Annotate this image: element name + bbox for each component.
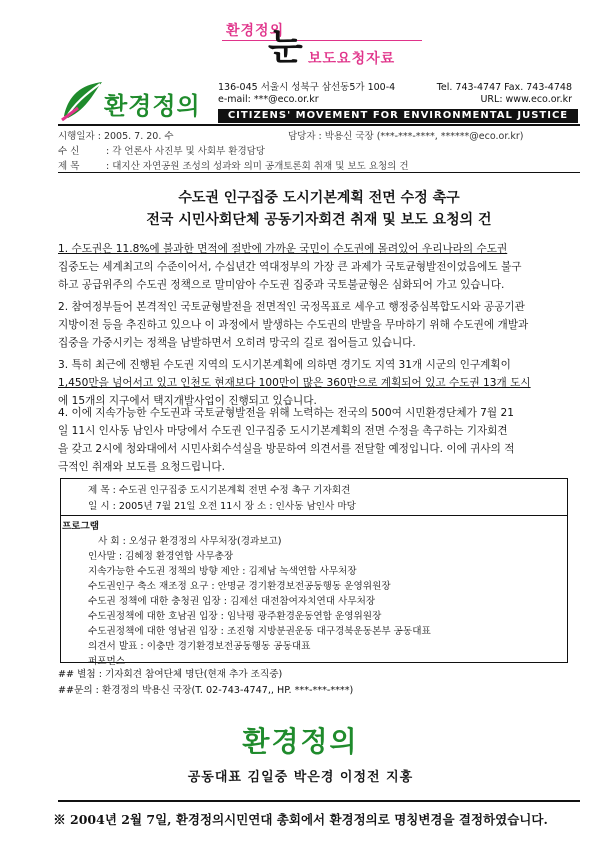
masthead-divider <box>222 40 422 41</box>
leaf-logo-icon <box>60 78 104 122</box>
paragraph-3-line: 에 15개의 지구에서 택지개발사업이 진행되고 있습니다. <box>58 395 317 407</box>
recipient-value: : 각 언론사 사진부 및 사회부 환경담당 <box>106 146 265 157</box>
org-address: 136-045 서울시 성북구 삼선동5가 100-4 <box>218 82 396 93</box>
org-contact-block <box>422 82 572 106</box>
subject-label: 제 목 <box>58 161 80 172</box>
subject-value: : 대지산 자연공원 조성의 성과와 의미 공개토론회 취재 및 보도 요청의 건 <box>106 161 409 172</box>
header-rule <box>58 124 580 126</box>
attachment-note: ## 별첨 : 기자회견 참여단체 명단(현재 추가 조직중) <box>58 669 283 680</box>
event-datetime: 일 시 : 2005년 7월 21일 오전 11시 장 소 : 인사동 남인사 마당 <box>88 501 356 512</box>
title-line-1: 수도권 인구집중 도시기본계획 전면 수정 촉구 <box>178 190 460 206</box>
paragraph-3-line: 1,450만을 넘어서고 있고 인천도 현재보다 100만이 많은 360만으로 계획되어 있고 수도권 13개 도시 <box>58 377 531 389</box>
paragraph-3 <box>58 356 580 410</box>
paragraph-4-line: 일 11시 인사동 남인사 마당에서 수도권 인구집중 도시기본계획의 전면 수정을 촉구하는 기자회견 <box>58 425 508 437</box>
program-item: 수도권정책에 대한 호남권 입장 : 임낙평 광주환경운동연합 운영위원장 <box>88 611 382 622</box>
paragraph-1-line: 1. 수도권은 11.8%에 불과한 면적에 절반에 가까운 국민이 수도권에 몰려있어 우리나라의 수도권 <box>58 243 508 255</box>
footer-note: ※ 2004년 2월 7일, 환경정의시민연대 총회에서 환경정의로 명칭변경을 결정하였습니다. <box>53 812 548 827</box>
paragraph-1 <box>58 240 580 294</box>
signature-org: 환경정의 <box>242 725 359 758</box>
program-item: 퍼포먼스 <box>88 656 126 667</box>
paragraph-4-line: 4. 이에 지속가능한 수도권과 국토균형발전을 위해 노력하는 전국의 500여 시민환경단체가 7월 21 <box>58 407 514 419</box>
signature-representatives: 공동대표 김일중 박은경 이정전 지홍 <box>187 770 414 785</box>
paragraph-1-line: 하고 공급위주의 수도권 정책으로 말미암아 수도권 집중과 국토불균형은 심화되어 가고 있습니다. <box>58 279 505 291</box>
program-item: 수도권 정책에 대한 충청권 입장 : 김제선 대전참여자치연대 사무처장 <box>88 596 376 607</box>
org-email: e-mail: ***@eco.or.kr <box>218 94 319 105</box>
date-line: 시행일자 : 2005. 7. 20. 수 <box>58 131 174 142</box>
program-list <box>88 534 431 669</box>
program-item: 의견서 발표 : 이충만 경기환경보전공동행동 공동대표 <box>88 641 311 652</box>
paragraph-2 <box>58 298 580 352</box>
paragraph-3-line: 3. 특히 최근에 진행된 수도권 지역의 도시기본계획에 의하면 경기도 지역 31개 시군의 인구계획이 <box>58 359 511 371</box>
title-line-2: 전국 시민사회단체 공동기자회견 취재 및 보도 요청의 건 <box>146 212 492 228</box>
paragraph-1-line: 집중도는 세계최고의 수준이어서, 수십년간 역대정부의 가장 큰 과제가 국토균형발전이었음에도 불구 <box>58 261 522 273</box>
paragraph-4 <box>58 404 580 476</box>
masthead-center-char: 눈 <box>268 27 303 68</box>
manager-line: 담당자 : 박용신 국장 (***-***-****, ******@eco.or.kr) <box>288 131 524 142</box>
program-item: 사 회 : 오성규 환경정의 사무처장(경과보고) <box>98 536 282 547</box>
info-rule <box>58 172 580 173</box>
paragraph-4-line: 극적인 취재와 보도를 요청드립니다. <box>58 461 225 473</box>
footer-rule <box>58 800 580 802</box>
masthead-bottom: 보도요청자료 <box>308 51 396 67</box>
org-logo-text: 환경정의 <box>104 92 201 120</box>
paragraph-4-line: 을 갖고 2시에 청와대에서 시민사회수석실을 방문하여 의견서를 전달할 예정입니다. 이에 귀사의 적 <box>58 443 515 455</box>
program-item: 수도권인구 축소 재조정 요구 : 안명균 경기환경보전공동행동 운영위원장 <box>88 581 391 592</box>
program-item: 지속가능한 수도권 정책의 방향 제안 : 김제남 녹색연합 사무처장 <box>88 566 357 577</box>
event-subject: 제 목 : 수도권 인구집중 도시기본계획 전면 수정 촉구 기자회견 <box>88 485 351 496</box>
program-item: 인사말 : 김혜정 환경연합 사무총장 <box>88 551 234 562</box>
org-url: URL: www.eco.or.kr <box>480 94 572 105</box>
paragraph-2-line: 집중을 가중시키는 정책을 남발하면서 오히려 망국의 길로 접어들고 있습니다. <box>58 337 416 349</box>
org-english-name: CITIZENS' MOVEMENT FOR ENVIRONMENTAL JUSTICE <box>218 109 578 123</box>
org-phone: Tel. 743-4747 Fax. 743-4748 <box>436 82 572 93</box>
recipient-label: 수 신 <box>58 146 80 157</box>
subject-line <box>58 158 409 172</box>
paragraph-2-line: 2. 참여정부들어 본격적인 국토균형발전을 전면적인 국정목표로 세우고 행정중심복합도시와 공공기관 <box>58 301 525 313</box>
program-item: 수도권정책에 대한 영남권 입장 : 조진형 지방분권운동 대구경북운동본부 공동대표 <box>88 626 431 637</box>
contact-note: ##문의 : 환경정의 박용신 국장(T. 02-743-4747,, HP. ***-***-****) <box>58 685 354 696</box>
masthead-top: 환경정의 <box>226 23 285 39</box>
paragraph-2-line: 지방이전 등을 추진하고 있으나 이 과정에서 발생하는 수도권의 반발을 무마하기 위해 수도권에 개발과 <box>58 319 529 331</box>
org-address-block <box>218 82 395 106</box>
event-box-divider <box>60 515 568 516</box>
recipient-line <box>58 143 265 157</box>
program-label: 프로그램 <box>62 521 100 532</box>
